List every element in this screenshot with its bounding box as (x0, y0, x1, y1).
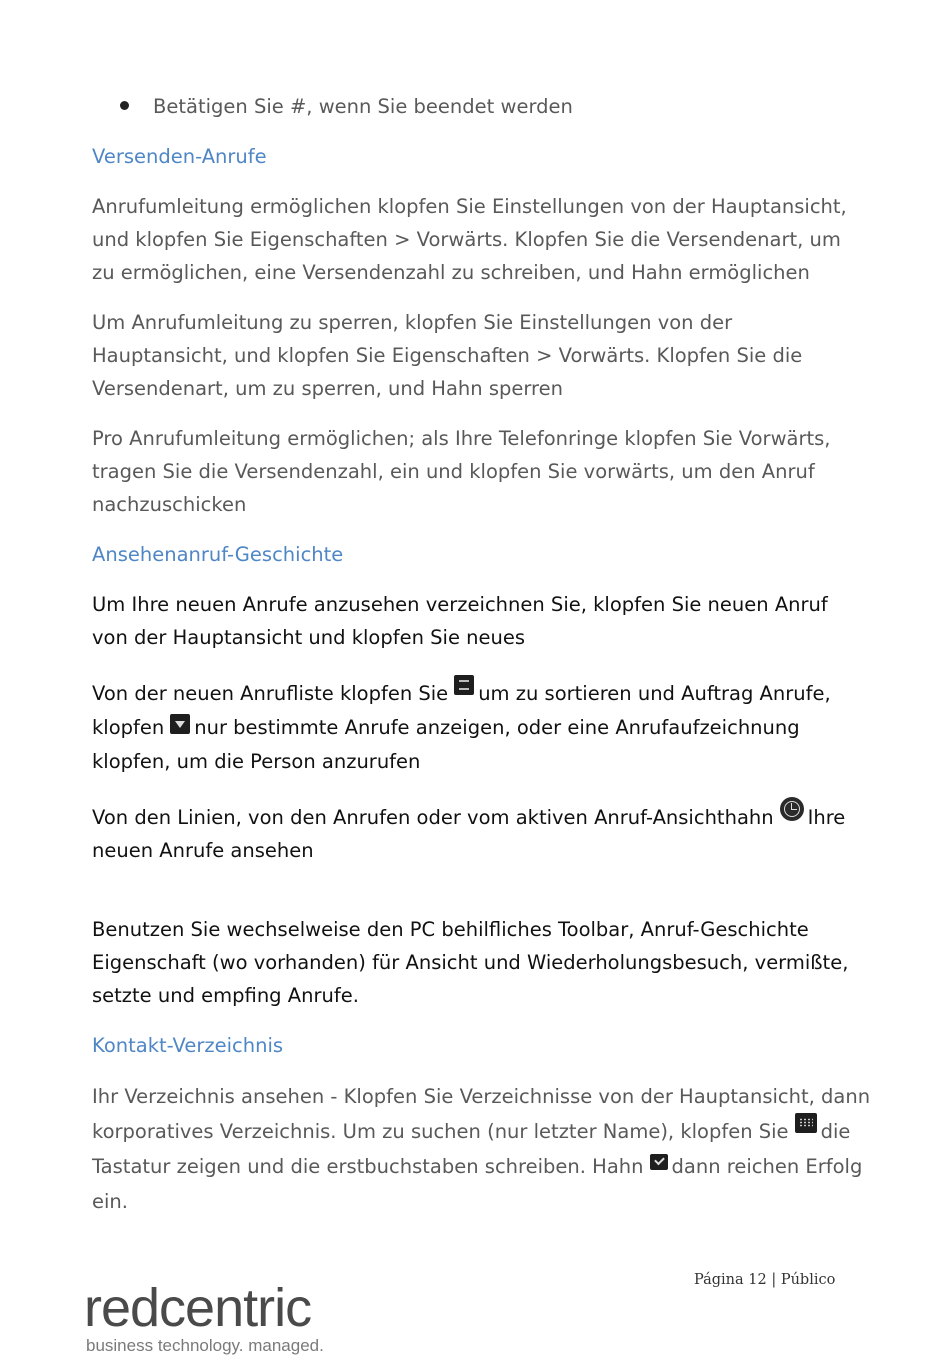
text-line: Um Ihre neuen Anrufe anzusehen verzeichnen Sie, klopfen Sie neuen Anruf (92, 593, 828, 616)
paragraph (92, 1079, 872, 1219)
text-line: nachzuschicken (92, 493, 247, 516)
redcentric-logo (84, 1280, 324, 1356)
paragraph (92, 306, 862, 405)
section-heading-kontakt: Kontakt-Verzeichnis (92, 1034, 284, 1057)
paragraph (92, 422, 862, 521)
text-line: Hauptansicht, und klopfen Sie Eigenschaften > Vorwärts. Klopfen Sie die (92, 344, 803, 367)
text-run: dann reichen Erfolg (671, 1155, 863, 1178)
sort-icon (454, 675, 474, 695)
text-run: um zu sortieren und Auftrag Anrufe, (478, 682, 831, 705)
text-line: Anrufumleitung ermöglichen klopfen Sie Einstellungen von der Hauptansicht, (92, 195, 847, 218)
paragraph (92, 801, 862, 867)
text-line: ein. (92, 1190, 128, 1213)
text-line: Eigenschaft (wo vorhanden) für Ansicht und Wiederholungsbesuch, vermißte, (92, 951, 849, 974)
section-heading-versenden: Versenden-Anrufe (92, 145, 267, 168)
text-line: Pro Anrufumleitung ermöglichen; als Ihre Telefonringe klopfen Sie Vorwärts, (92, 427, 831, 450)
paragraph (92, 677, 862, 779)
bullet-dot-icon (120, 101, 129, 110)
text-run: Ihre (807, 806, 846, 829)
keyboard-icon (795, 1113, 817, 1133)
text-run: Von den Linien, von den Anrufen oder vom aktiven Anruf-Ansichthahn (92, 806, 774, 829)
text-run: Tastatur zeigen und die erstbuchstaben schreiben. Hahn (92, 1155, 644, 1178)
text-run: Von der neuen Anrufliste klopfen Sie (92, 682, 449, 705)
call-history-clock-icon (780, 797, 804, 821)
text-line: und klopfen Sie Eigenschaften > Vorwärts. Klopfen Sie die Versendenart, um (92, 228, 841, 251)
text-line (92, 677, 862, 711)
bullet-item (120, 90, 573, 123)
text-line (92, 1149, 872, 1184)
filter-icon (170, 714, 190, 734)
paragraph (92, 913, 862, 1012)
text-line: von der Hauptansicht und klopfen Sie neues (92, 626, 526, 649)
text-line: setzte und empfing Anrufe. (92, 984, 359, 1007)
text-line: neuen Anrufe ansehen (92, 839, 314, 862)
text-run: nur bestimmte Anrufe anzeigen, oder eine Anrufaufzeichnung (194, 716, 800, 739)
text-line (92, 711, 862, 745)
text-line: zu ermöglichen, eine Versendenzahl zu schreiben, und Hahn ermöglichen (92, 261, 810, 284)
paragraph (92, 588, 862, 654)
text-run: die (820, 1120, 851, 1143)
section-heading-geschichte: Ansehenanruf-Geschichte (92, 543, 344, 566)
text-line: Benutzen Sie wechselweise den PC behilfliches Toolbar, Anruf-Geschichte (92, 918, 809, 941)
text-line: Um Anrufumleitung zu sperren, klopfen Sie Einstellungen von der (92, 311, 733, 334)
page-number: Página 12 | Público (694, 1272, 836, 1288)
logo-wordmark: redcentric (84, 1278, 312, 1338)
text-line: klopfen, um die Person anzurufen (92, 750, 421, 773)
text-line (92, 1114, 872, 1149)
text-line: Versendenart, um zu sperren, und Hahn sperren (92, 377, 563, 400)
logo-tagline: business technology. managed. (86, 1336, 324, 1355)
confirm-check-icon (650, 1154, 668, 1170)
text-line: Ihr Verzeichnis ansehen - Klopfen Sie Verzeichnisse von der Hauptansicht, dann (92, 1085, 871, 1108)
text-line (92, 801, 862, 834)
text-run: korporatives Verzeichnis. Um zu suchen (nur letzter Name), klopfen Sie (92, 1120, 789, 1143)
paragraph (92, 190, 862, 289)
text-run: klopfen (92, 716, 165, 739)
text-line: tragen Sie die Versendenzahl, ein und klopfen Sie vorwärts, um den Anruf (92, 460, 815, 483)
bullet-text: Betätigen Sie #, wenn Sie beendet werden (153, 95, 573, 118)
